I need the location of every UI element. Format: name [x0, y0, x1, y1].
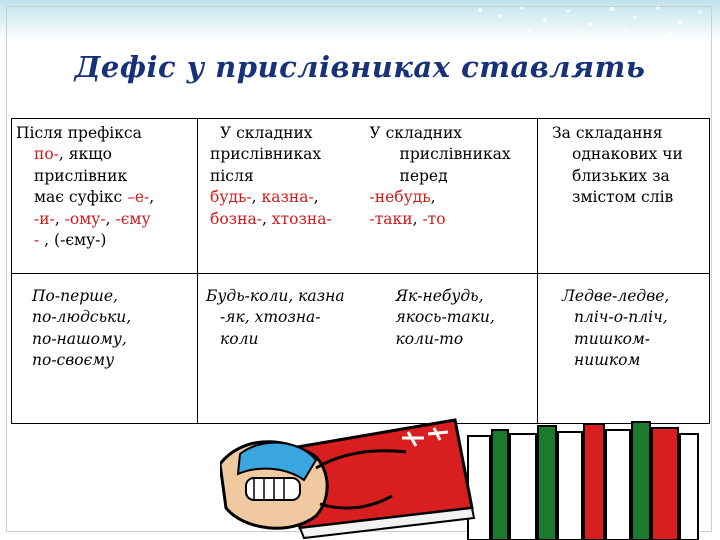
rule-text-line: перед	[399, 166, 448, 185]
rules-row	[12, 119, 710, 274]
text-fragment: ,	[430, 188, 436, 207]
text-fragment: ,	[54, 209, 65, 228]
rule-cell-repeated-words	[538, 119, 710, 274]
red-fragment: казна-	[261, 188, 314, 207]
rule-text-line: прислівниках	[210, 145, 322, 164]
example-line: тишком-	[574, 329, 651, 348]
text-fragment: ,	[251, 188, 262, 207]
rule-text-line	[16, 144, 193, 165]
rule-text-line	[210, 209, 364, 230]
red-fragment: -	[34, 230, 40, 249]
red-fragment: –е-	[127, 188, 150, 207]
red-fragment: хтозна-	[271, 209, 332, 228]
red-fragment: -єму	[115, 209, 151, 228]
red-fragment: -и-	[34, 209, 55, 228]
example-cell-prefix-po	[12, 274, 198, 424]
text-fragment: , якщо	[58, 145, 112, 164]
books-stack-icon	[468, 422, 698, 540]
example-line: Ледве-ледве,	[562, 287, 670, 305]
text-fragment: ,	[149, 188, 155, 207]
rule-text-line: прислівник	[34, 166, 128, 185]
rule-text-line	[16, 230, 193, 251]
red-fragment: -то	[422, 209, 446, 228]
rule-text-line: змістом слів	[572, 188, 674, 207]
rule-cell-before-suffixes	[368, 119, 538, 274]
rule-text-line: У складних	[220, 124, 313, 142]
slide-title: Дефіс у прислівниках ставлять	[74, 50, 646, 84]
example-line: по-людськи,	[32, 308, 132, 327]
red-fragment: -ому-	[64, 209, 106, 228]
rule-text-line: Після префікса	[16, 124, 142, 142]
example-line: по-нашому,	[32, 329, 127, 348]
example-line: якось-таки,	[395, 308, 495, 327]
red-fragment: по-	[34, 145, 59, 164]
example-line: Будь-коли, казна	[206, 287, 345, 305]
red-fragment: бозна-	[210, 209, 262, 228]
rule-text-line	[210, 187, 364, 208]
rule-text-line	[16, 209, 193, 230]
rule-text-line: однакових чи	[572, 145, 683, 164]
example-line: -як, хтозна-	[220, 308, 321, 327]
rule-text-line	[16, 187, 193, 208]
text-fragment: ,	[313, 188, 319, 207]
example-cell-before-suffixes	[368, 274, 538, 424]
books-cartoon-illustration	[220, 408, 700, 540]
example-cell-repeated-words	[538, 274, 710, 424]
rule-text-line	[370, 187, 534, 208]
rule-text-line	[370, 209, 534, 230]
example-line: Як-небудь,	[395, 287, 484, 305]
example-line: коли-то	[395, 329, 464, 348]
text-fragment: ,	[105, 209, 116, 228]
rule-text-line: прислівниках	[399, 145, 511, 164]
rule-text-line: після	[210, 166, 254, 185]
red-fragment: будь-	[210, 188, 252, 207]
example-line: по-своєму	[32, 351, 115, 370]
example-line: пліч-о-пліч,	[574, 308, 668, 327]
example-line: коли	[220, 329, 259, 348]
example-line: По-перше,	[32, 287, 118, 305]
rule-text-line: У складних	[369, 124, 463, 142]
text-fragment: ,	[412, 209, 423, 228]
text-fragment: ,	[261, 209, 272, 228]
rule-text-line: близьких за	[572, 166, 670, 185]
rule-cell-prefix-po	[12, 119, 198, 274]
red-fragment: -небудь	[369, 188, 431, 207]
example-line: нишком	[574, 351, 641, 370]
text-fragment: має суфікс	[34, 188, 128, 207]
examples-row	[12, 274, 710, 424]
rule-text-line: За складання	[552, 124, 663, 142]
text-fragment: , (-єму-)	[39, 230, 107, 249]
example-cell-after-prefixes	[198, 274, 368, 424]
rules-table	[11, 118, 710, 424]
rule-cell-after-prefixes	[198, 119, 368, 274]
red-fragment: -таки	[369, 209, 413, 228]
